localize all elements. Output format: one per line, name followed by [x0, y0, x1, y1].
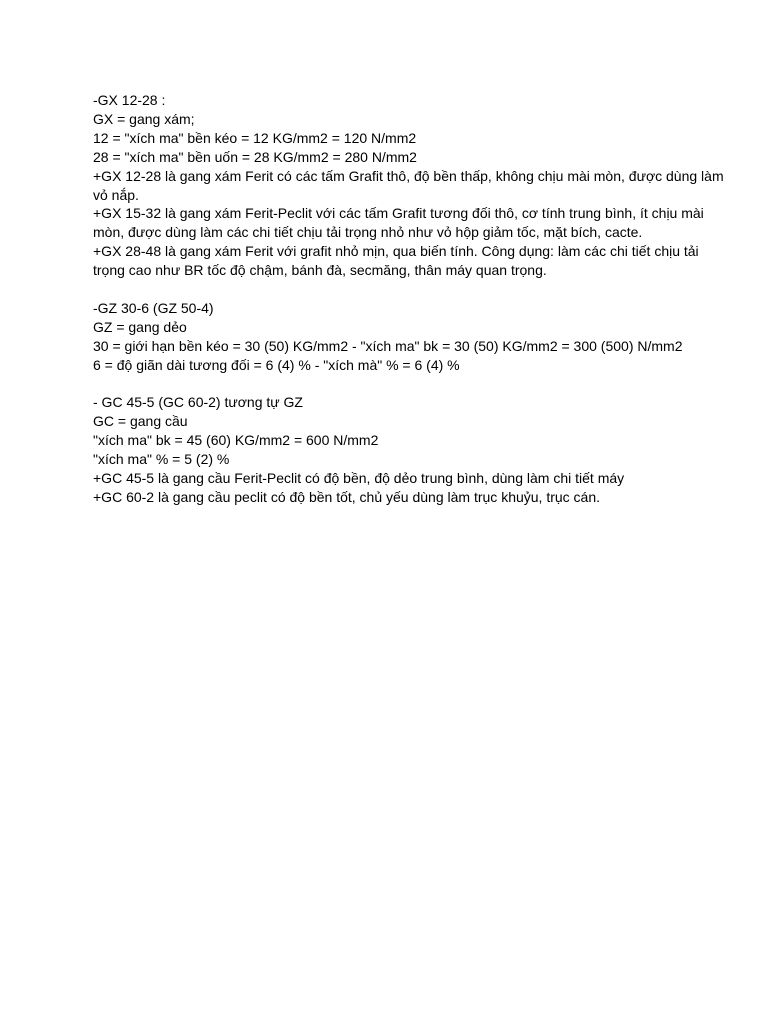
gc-60-2-description: +GC 60-2 là gang cầu peclit có độ bền tốt, chủ yếu dùng làm trục khuỷu, trục cán. [93, 489, 601, 505]
gc-45-5-description: +GC 45-5 là gang cầu Ferit-Peclit có độ bền, độ dẻo trung bình, dùng làm chi tiết máy [93, 470, 625, 487]
gc-elongation: "xích ma" % = 5 (2) % [93, 451, 230, 468]
gx-12-28-description: +GX 12-28 là gang xám Ferit có các tấm Grafit thô, độ bền thấp, không chịu mài mòn, được dùng làm vỏ nắp. [93, 167, 724, 203]
gc-definition: GC = gang cầu [93, 413, 188, 430]
gz-elongation: 6 = độ giãn dài tương đối = 6 (4) % - "xích mà" % = 6 (4) % [93, 356, 460, 373]
section-gx [93, 91, 733, 280]
gx-heading: -GX 12-28 : [93, 92, 166, 108]
gx-15-32-description: +GX 15-32 là gang xám Ferit-Peclit với các tấm Grafit tương đối thô, cơ tính trung bình, ít chịu mài mòn, được dùng làm các chi tiết chịu tải trọng nhỏ như vỏ hộp giảm tốc, mặt bích, cacte. [93, 205, 704, 241]
gx-bending-strength: 28 = "xích ma" bền uốn = 28 KG/mm2 = 280 N/mm2 [93, 148, 417, 165]
section-gc [93, 393, 733, 506]
section-spacer [93, 280, 733, 299]
gc-heading: - GC 45-5 (GC 60-2) tương tự GZ [93, 394, 303, 411]
gz-definition: GZ = gang dẻo [93, 318, 187, 335]
section-spacer [93, 375, 733, 394]
gz-tensile-strength: 30 = giới hạn bền kéo = 30 (50) KG/mm2 - "xích ma" bk = 30 (50) KG/mm2 = 300 (500) N/mm2 [93, 337, 683, 354]
section-gz [93, 299, 733, 375]
gx-tensile-strength: 12 = "xích ma" bền kéo = 12 KG/mm2 = 120 N/mm2 [93, 129, 417, 146]
gz-heading: -GZ 30-6 (GZ 50-4) [93, 299, 214, 316]
document-page [93, 91, 733, 507]
gx-28-48-description: +GX 28-48 là gang xám Ferit với grafit nhỏ mịn, qua biến tính. Công dụng: làm các chi tiết chịu tải trọng cao như BR tốc độ chậm, bánh đà, secmăng, thân máy quan trọng. [93, 243, 699, 279]
gc-tensile-strength: "xích ma" bk = 45 (60) KG/mm2 = 600 N/mm2 [93, 432, 379, 449]
gx-definition: GX = gang xám; [93, 110, 195, 127]
